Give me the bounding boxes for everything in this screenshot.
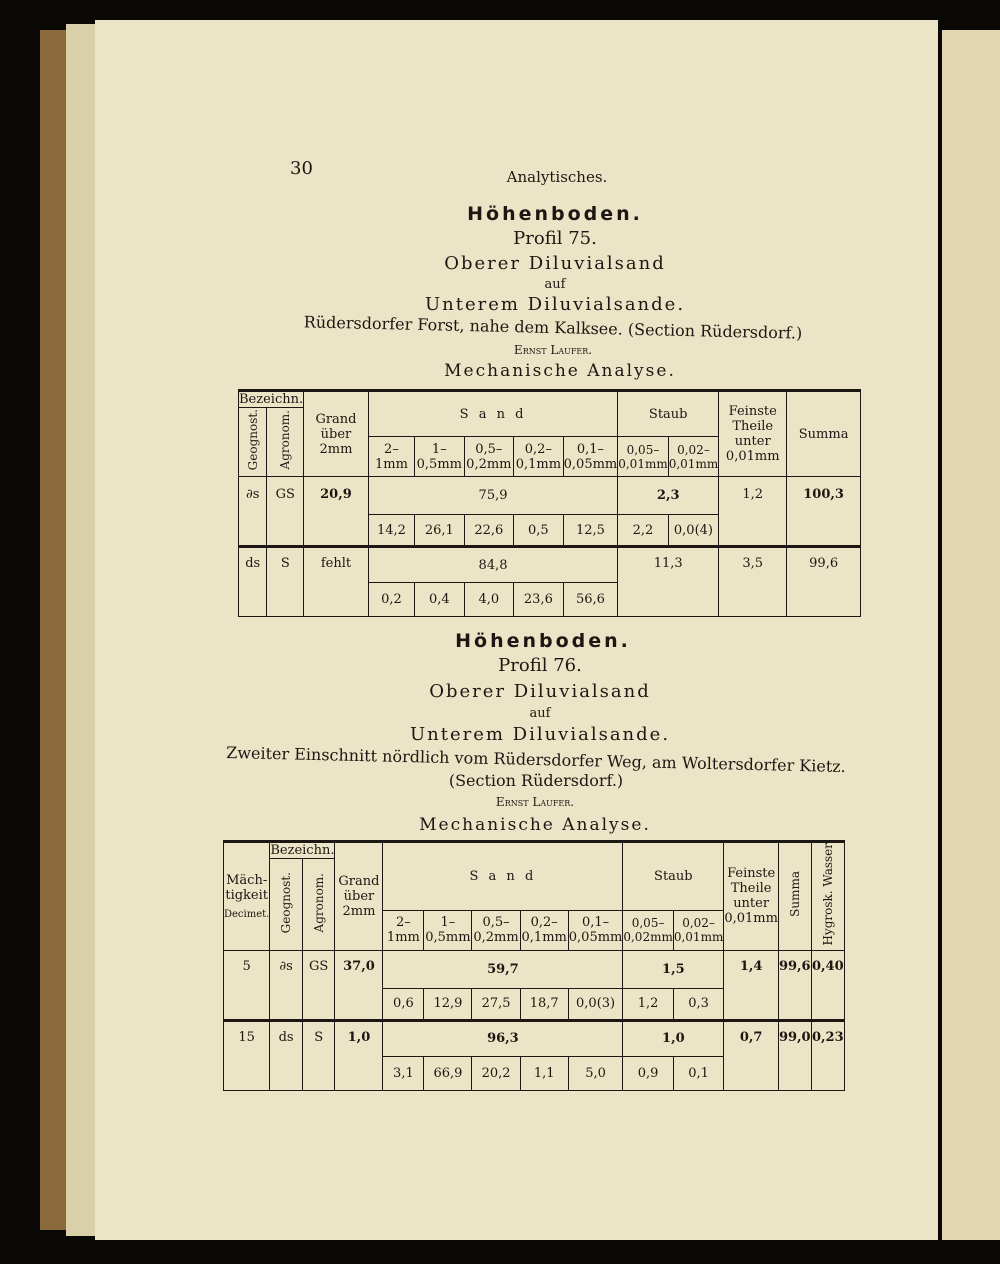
row1-geognost: ∂s bbox=[239, 477, 267, 547]
profile76-title: Höhenboden. bbox=[455, 630, 631, 652]
r76-row2-sand-5: 5,0 bbox=[568, 1056, 623, 1090]
geognost-label: Geognost. bbox=[245, 409, 260, 471]
r76-row1-staub-2: 0,3 bbox=[673, 988, 723, 1020]
row2-sand-4: 23,6 bbox=[514, 583, 564, 617]
r76-row2-sand-total: 96,3 bbox=[383, 1020, 623, 1056]
staub-fraction-1-header: 0,05–0,01mm bbox=[618, 437, 668, 477]
grand-label: Grand bbox=[315, 411, 357, 427]
r76-row1-maechtigkeit: 5 bbox=[224, 950, 270, 1020]
sand-fraction-2-header: 1–0,5mm bbox=[415, 437, 465, 477]
row1-sand-3: 22,6 bbox=[464, 515, 514, 547]
r76-row2-staub-2: 0,1 bbox=[673, 1056, 723, 1090]
profile76-auf: auf bbox=[529, 706, 551, 721]
profile76-author: Ernst Laufer. bbox=[495, 795, 575, 809]
r76-row1-sand-2: 12,9 bbox=[424, 988, 472, 1020]
grand-ueber-label: über bbox=[320, 426, 352, 442]
profile76-location-line1: Zweiter Einschnitt nördlich vom Rüdersdorfer Weg, am Woltersdorfer Kietz. bbox=[226, 742, 846, 777]
sand-header: S a n d bbox=[368, 391, 617, 437]
agronom-label: Agronom. bbox=[278, 410, 293, 470]
r76-row1-geognost: ∂s bbox=[270, 950, 303, 1020]
row2-grand: fehlt bbox=[304, 547, 369, 617]
r76-row1-sand-4: 18,7 bbox=[520, 988, 568, 1020]
r76-row2-geognost: ds bbox=[270, 1020, 303, 1090]
sand-fraction-4-header: 0,2–0,1mm bbox=[514, 437, 564, 477]
profile76-analysis-title: Mechanische Analyse. bbox=[419, 815, 651, 835]
row2-sand-3: 4,0 bbox=[464, 583, 514, 617]
geognost-header-76 bbox=[270, 859, 303, 951]
profile75-analysis-title: Mechanische Analyse. bbox=[444, 361, 676, 381]
profile75-location: Rüdersdorfer Forst, nahe dem Kalksee. (Section Rüdersdorf.) bbox=[303, 312, 803, 343]
feinste-header-76 bbox=[724, 842, 779, 951]
r76-row1-sand-total: 59,7 bbox=[383, 950, 623, 988]
sand-fraction-1-header: 2–1mm bbox=[368, 437, 414, 477]
agronom-label-76: Agronom. bbox=[311, 872, 326, 932]
row2-feinste: 3,5 bbox=[719, 547, 787, 617]
hygrosk-header bbox=[811, 842, 844, 951]
sand-fraction-3-header: 0,5–0,2mm bbox=[464, 437, 514, 477]
r76-row1-hygrosk: 0,40 bbox=[811, 950, 844, 1020]
staub-fraction-2-header-76: 0,02–0,01mm bbox=[673, 910, 723, 950]
r76-row2-staub-total: 1,0 bbox=[623, 1020, 724, 1056]
staub-header: Staub bbox=[618, 391, 719, 437]
row2-staub-total: 11,3 bbox=[618, 547, 719, 617]
r76-row2-sand-3: 20,2 bbox=[472, 1056, 520, 1090]
r76-row1-sand-1: 0,6 bbox=[383, 988, 424, 1020]
profile76-upper-layer: Oberer Diluvialsand bbox=[429, 681, 651, 702]
sand-fraction-4-header-76: 0,2–0,1mm bbox=[520, 910, 568, 950]
staub-fraction-1-header-76: 0,05–0,02mm bbox=[623, 910, 673, 950]
feinste-unter-label: unter bbox=[734, 434, 771, 449]
grand-label-76: Grand bbox=[338, 873, 380, 889]
row1-staub-1: 2,2 bbox=[618, 515, 668, 547]
r76-row2-agronom: S bbox=[302, 1020, 335, 1090]
grand-size-label: 2mm bbox=[319, 441, 353, 457]
facing-page-edge bbox=[942, 30, 1000, 1240]
row1-sand-total: 75,9 bbox=[368, 477, 617, 515]
feinste-header bbox=[719, 391, 787, 477]
feinste-size-label: 0,01mm bbox=[725, 449, 780, 464]
grand-ueber-label-76: über bbox=[343, 888, 375, 904]
row1-sand-4: 0,5 bbox=[514, 515, 564, 547]
row2-sand-total: 84,8 bbox=[368, 547, 617, 583]
sand-fraction-5-header-76: 0,1–0,05mm bbox=[568, 910, 623, 950]
row1-grand: 20,9 bbox=[304, 477, 369, 547]
row1-sand-2: 26,1 bbox=[415, 515, 465, 547]
profile75-title: Höhenboden. bbox=[467, 203, 643, 225]
r76-row2-summa: 99,0 bbox=[778, 1020, 811, 1090]
profile76-analysis-table bbox=[223, 840, 845, 1091]
sand-fraction-1-header-76: 2–1mm bbox=[383, 910, 424, 950]
row2-sand-2: 0,4 bbox=[415, 583, 465, 617]
row2-sand-5: 56,6 bbox=[563, 583, 618, 617]
row2-summa: 99,6 bbox=[787, 547, 861, 617]
feinste-label-76: Feinste Theile bbox=[727, 866, 776, 897]
maechtigkeit-label: Mäch-tigkeit bbox=[225, 872, 268, 903]
r76-row1-staub-total: 1,5 bbox=[623, 950, 724, 988]
feinste-unter-label-76: unter bbox=[733, 896, 770, 912]
agronom-header-76 bbox=[302, 859, 335, 951]
r76-row2-maechtigkeit: 15 bbox=[224, 1020, 270, 1090]
r76-row2-sand-2: 66,9 bbox=[424, 1056, 472, 1090]
r76-row1-sand-3: 27,5 bbox=[472, 988, 520, 1020]
sand-fraction-2-header-76: 1–0,5mm bbox=[424, 910, 472, 950]
summa-label-76: Summa bbox=[787, 871, 802, 918]
row1-sand-5: 12,5 bbox=[563, 515, 618, 547]
r76-row1-agronom: GS bbox=[302, 950, 335, 1020]
row2-sand-1: 0,2 bbox=[368, 583, 414, 617]
profile76-location-line2: (Section Rüdersdorf.) bbox=[448, 771, 624, 790]
geognost-label-76: Geognost. bbox=[279, 871, 294, 933]
row1-staub-total: 2,3 bbox=[618, 477, 719, 515]
running-title: Analytisches. bbox=[506, 168, 608, 186]
r76-row2-feinste: 0,7 bbox=[724, 1020, 779, 1090]
sand-fraction-3-header-76: 0,5–0,2mm bbox=[472, 910, 520, 950]
row1-sand-1: 14,2 bbox=[368, 515, 414, 547]
grand-size-label-76: 2mm bbox=[342, 903, 376, 919]
summa-header-76 bbox=[778, 842, 811, 951]
row1-feinste: 1,2 bbox=[719, 477, 787, 547]
profile75-author: Ernst Laufer. bbox=[513, 343, 593, 357]
r76-row1-summa: 99,6 bbox=[778, 950, 811, 1020]
row1-staub-2: 0,0(4) bbox=[668, 515, 718, 547]
page-number: 30 bbox=[290, 158, 313, 179]
staub-header-76: Staub bbox=[623, 842, 724, 911]
r76-row1-feinste: 1,4 bbox=[724, 950, 779, 1020]
decimet-label: Decimet. bbox=[224, 908, 270, 920]
r76-row1-sand-5: 0,0(3) bbox=[568, 988, 623, 1020]
r76-row2-staub-1: 0,9 bbox=[623, 1056, 673, 1090]
r76-row2-sand-4: 1,1 bbox=[520, 1056, 568, 1090]
r76-row1-grand: 37,0 bbox=[335, 950, 383, 1020]
profile75-analysis-table bbox=[238, 389, 861, 617]
profile76-lower-layer: Unterem Diluvialsande. bbox=[409, 724, 671, 745]
geognost-header bbox=[239, 408, 267, 477]
bezeichn-header-76: Bezeichn. bbox=[270, 843, 335, 858]
staub-fraction-2-header: 0,02–0,01mm bbox=[668, 437, 718, 477]
profile75-number: Profil 75. bbox=[513, 228, 597, 249]
summa-header: Summa bbox=[787, 391, 861, 477]
feinste-label: Feinste Theile bbox=[728, 404, 777, 434]
r76-row2-grand: 1,0 bbox=[335, 1020, 383, 1090]
sand-fraction-5-header: 0,1–0,05mm bbox=[563, 437, 618, 477]
r76-row2-hygrosk: 0,23 bbox=[811, 1020, 844, 1090]
profile75-upper-layer: Oberer Diluvialsand bbox=[444, 253, 666, 274]
r76-row2-sand-1: 3,1 bbox=[383, 1056, 424, 1090]
row1-summa: 100,3 bbox=[787, 477, 861, 547]
profile75-auf: auf bbox=[544, 277, 566, 292]
bezeichn-header: Bezeichn. bbox=[239, 392, 304, 407]
maechtigkeit-header bbox=[224, 842, 270, 951]
hygrosk-label: Hygrosk. Wasser bbox=[820, 843, 835, 946]
grand-header bbox=[304, 391, 369, 477]
row2-agronom: S bbox=[267, 547, 304, 617]
r76-row1-staub-1: 1,2 bbox=[623, 988, 673, 1020]
sand-header-76: S a n d bbox=[383, 842, 623, 911]
profile75-lower-layer: Unterem Diluvialsande. bbox=[424, 294, 686, 315]
agronom-header bbox=[267, 408, 304, 477]
row2-geognost: ds bbox=[239, 547, 267, 617]
grand-header-76 bbox=[335, 842, 383, 951]
profile76-number: Profil 76. bbox=[498, 655, 582, 676]
feinste-size-label-76: 0,01mm bbox=[724, 911, 778, 927]
row1-agronom: GS bbox=[267, 477, 304, 547]
